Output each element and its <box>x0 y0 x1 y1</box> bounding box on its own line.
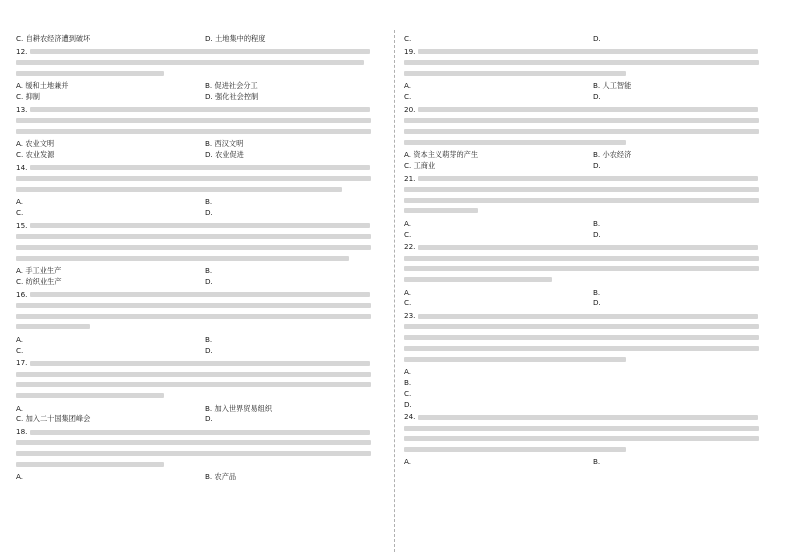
illegible-text <box>16 393 164 398</box>
answer-option: B. <box>593 457 601 467</box>
answer-options <box>16 266 386 288</box>
illegible-text <box>16 245 371 250</box>
illegible-text <box>418 245 758 250</box>
question-line <box>16 242 386 253</box>
answer-option: B. <box>205 265 213 275</box>
answer-option: B. 小农经济 <box>593 149 632 159</box>
illegible-text <box>404 357 626 362</box>
illegible-text <box>16 234 371 239</box>
question-number: 17. <box>16 358 30 368</box>
illegible-text <box>404 256 759 261</box>
question-line <box>404 311 774 322</box>
question-line <box>16 47 386 58</box>
answer-options <box>16 81 386 103</box>
illegible-text <box>404 129 759 134</box>
illegible-text <box>404 60 759 65</box>
question-line <box>404 116 774 127</box>
answer-option: C. <box>404 298 412 308</box>
question-line <box>16 391 386 402</box>
answer-option: A. <box>16 472 24 482</box>
answer-option: B. <box>404 377 412 387</box>
question-line <box>404 434 774 445</box>
question-line <box>404 333 774 344</box>
answer-option: A. 资本主义萌芽的产生 <box>404 149 479 159</box>
question-line <box>404 206 774 217</box>
illegible-text <box>30 223 370 228</box>
answer-option: A. <box>16 403 24 413</box>
answer-option: A. <box>16 334 24 344</box>
question-line <box>404 126 774 137</box>
illegible-text <box>16 462 164 467</box>
question-number: 14. <box>16 162 30 172</box>
answer-option: A. <box>16 197 24 207</box>
question-line <box>404 47 774 58</box>
illegible-text <box>418 107 758 112</box>
question-number: 15. <box>16 220 30 230</box>
illegible-text <box>418 176 758 181</box>
answer-option: A. <box>404 218 412 228</box>
answer-option: B. <box>205 334 213 344</box>
question-line <box>16 126 386 137</box>
answer-options <box>16 34 386 45</box>
question-line <box>16 221 386 232</box>
answer-option: D. <box>404 399 412 409</box>
illegible-text <box>30 107 370 112</box>
question-number: 18. <box>16 427 30 437</box>
answer-option: B. 促进社会分工 <box>205 81 258 91</box>
illegible-text <box>404 324 759 329</box>
illegible-text <box>30 165 370 170</box>
illegible-text <box>404 187 759 192</box>
question-number: 23. <box>404 311 418 321</box>
illegible-text <box>16 176 371 181</box>
illegible-text <box>404 447 626 452</box>
answer-option: D. <box>593 34 601 43</box>
illegible-text <box>16 187 342 192</box>
answer-option: C. <box>404 91 412 101</box>
answer-option: C. <box>16 207 24 217</box>
question-line <box>16 427 386 438</box>
question-line <box>404 412 774 423</box>
question-number: 12. <box>16 46 30 56</box>
illegible-text <box>404 277 552 282</box>
answer-option: B. <box>593 218 601 228</box>
illegible-text <box>404 335 759 340</box>
answer-options <box>404 81 774 103</box>
illegible-text <box>404 208 478 213</box>
question-line <box>404 68 774 79</box>
question-line <box>16 253 386 264</box>
question-line <box>16 58 386 69</box>
illegible-text <box>30 430 370 435</box>
question-line <box>16 184 386 195</box>
answer-options <box>404 150 774 172</box>
question-line <box>404 184 774 195</box>
question-line <box>16 232 386 243</box>
question-line <box>16 116 386 127</box>
answer-option: C. 抑制 <box>16 91 40 101</box>
answer-option: A. 农业文明 <box>16 139 55 149</box>
answer-option: A. 缓和土地兼并 <box>16 81 69 91</box>
question-line <box>404 242 774 253</box>
answer-option: B. <box>205 197 213 207</box>
question-line <box>16 300 386 311</box>
question-line <box>16 290 386 301</box>
illegible-text <box>404 198 759 203</box>
answer-option: A. <box>404 287 412 297</box>
column-divider <box>394 30 395 552</box>
illegible-text <box>404 71 626 76</box>
question-line <box>404 137 774 148</box>
answer-option: D. <box>593 160 601 170</box>
illegible-text <box>16 372 371 377</box>
illegible-text <box>16 324 90 329</box>
question-line <box>16 358 386 369</box>
question-number: 20. <box>404 104 418 114</box>
answer-option: C. <box>404 229 412 239</box>
illegible-text <box>418 49 758 54</box>
answer-option: D. 强化社会控制 <box>205 91 259 101</box>
answer-options <box>16 197 386 219</box>
answer-option: D. 农业促进 <box>205 149 244 159</box>
answer-options <box>16 404 386 426</box>
illegible-text <box>30 361 370 366</box>
question-line <box>404 174 774 185</box>
question-line <box>16 322 386 333</box>
question-line <box>404 423 774 434</box>
answer-option: D. 土地集中的程度 <box>205 34 266 43</box>
answer-options <box>404 219 774 241</box>
answer-options <box>404 457 774 468</box>
question-line <box>16 380 386 391</box>
answer-options <box>404 288 774 310</box>
answer-option: D. <box>593 298 601 308</box>
illegible-text <box>16 118 371 123</box>
illegible-text <box>16 256 349 261</box>
question-line <box>404 58 774 69</box>
answer-options <box>16 472 386 483</box>
question-line <box>404 354 774 365</box>
illegible-text <box>404 436 759 441</box>
illegible-text <box>16 314 371 319</box>
illegible-text <box>16 451 371 456</box>
illegible-text <box>16 60 364 65</box>
answer-option: A. <box>404 367 412 377</box>
illegible-text <box>404 346 759 351</box>
answer-option: D. <box>593 229 601 239</box>
illegible-text <box>16 129 371 134</box>
answer-option: C. 农业发源 <box>16 149 55 159</box>
question-line <box>404 195 774 206</box>
answer-option: C. 工商业 <box>404 160 436 170</box>
question-number: 22. <box>404 242 418 252</box>
question-number: 21. <box>404 173 418 183</box>
question-line <box>404 264 774 275</box>
question-number: 16. <box>16 289 30 299</box>
illegible-text <box>16 71 164 76</box>
question-line <box>16 68 386 79</box>
answer-option: A. <box>404 457 412 467</box>
question-line <box>16 105 386 116</box>
question-line <box>16 369 386 380</box>
answer-option: C. <box>404 34 412 43</box>
illegible-text <box>16 440 371 445</box>
question-line <box>404 253 774 264</box>
question-line <box>404 322 774 333</box>
question-line <box>16 449 386 460</box>
answer-option: B. <box>593 287 601 297</box>
illegible-text <box>404 426 759 431</box>
question-line <box>16 163 386 174</box>
answer-option: B. 农产品 <box>205 472 237 482</box>
illegible-text <box>418 415 758 420</box>
answer-option: C. <box>404 388 412 398</box>
answer-option: C. 自耕农经济遭到破坏 <box>16 34 91 43</box>
question-line <box>16 459 386 470</box>
answer-option: D. <box>205 276 213 286</box>
question-number: 19. <box>404 46 418 56</box>
question-line <box>404 105 774 116</box>
answer-options <box>404 34 774 45</box>
answer-options <box>16 139 386 161</box>
answer-option: A. 手工业生产 <box>16 265 62 275</box>
illegible-text <box>404 140 626 145</box>
illegible-text <box>16 303 371 308</box>
answer-option: C. 加入二十国集团峰会 <box>16 414 91 424</box>
answer-option: B. 人工智能 <box>593 81 632 91</box>
question-line <box>16 311 386 322</box>
answer-option: D. <box>205 345 213 355</box>
illegible-text <box>30 49 370 54</box>
answer-option: A. <box>404 81 412 91</box>
question-line <box>404 445 774 456</box>
answer-option: C. <box>16 345 24 355</box>
question-line <box>404 344 774 355</box>
answer-option: D. <box>205 207 213 217</box>
answer-options <box>16 335 386 357</box>
left-column <box>16 34 386 485</box>
illegible-text <box>404 118 759 123</box>
question-number: 24. <box>404 412 418 422</box>
answer-option: B. 加入世界贸易组织 <box>205 403 273 413</box>
question-line <box>404 275 774 286</box>
illegible-text <box>16 382 371 387</box>
answer-option: D. <box>593 91 601 101</box>
answer-option: C. 纺织业生产 <box>16 276 62 286</box>
question-number: 13. <box>16 104 30 114</box>
right-column <box>404 34 774 470</box>
question-line <box>16 174 386 185</box>
illegible-text <box>404 266 759 271</box>
answer-option: D. <box>205 414 213 424</box>
illegible-text <box>30 292 370 297</box>
illegible-text <box>418 314 758 319</box>
question-line <box>16 438 386 449</box>
answer-option: B. 西汉文明 <box>205 139 244 149</box>
